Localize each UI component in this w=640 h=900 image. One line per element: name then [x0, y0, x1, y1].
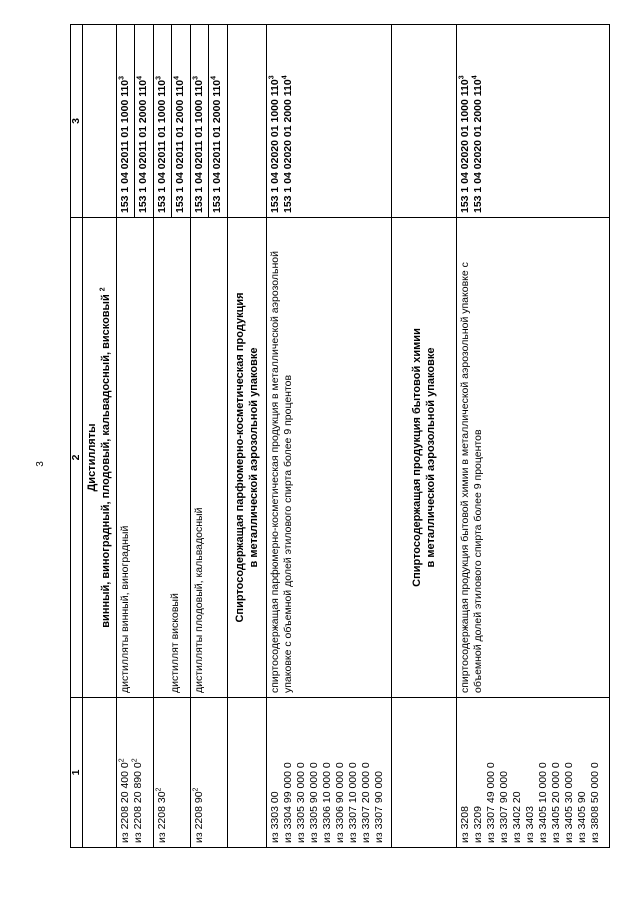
code-cell: из 2208 $90^2$: [191, 698, 228, 848]
description-cell: спиртосодержащая продукция бытовой химии в металлической аэрозольной упаковке с объемной долей этилового спирта более 9 процентов: [457, 218, 610, 698]
description-cell: спиртосодержащая парфюмерно-косметическая продукция в металлической аэрозольной упаковке с объемной долей этилового спирта более 9 процентов: [266, 218, 392, 698]
section-title: Дистилляты: [86, 423, 98, 492]
section-empty-cell: [392, 25, 457, 218]
value-cell: 153 1 04 02020 01 1000 $110^3$ 153 1 04 02020 01 2000 $110^4$: [457, 25, 610, 218]
section-heading-household: Спиртосодержащая продукция бытовой химии в металлической аэрозольной упаковке: [392, 218, 457, 698]
table-row: [154, 25, 191, 848]
section-empty-cell: [228, 698, 266, 848]
table-row: [117, 25, 154, 848]
section-heading-distillates: [83, 218, 117, 698]
section-empty-cell: [83, 25, 117, 218]
code-cell: из 3303 00 из 3304 99 000 0 из 3305 30 000 0 из 3305 90 000 0 из 3306 10 000 0 из 3306 90 000 0 из 3307 10 000 0 из 3307 20 000 0 из 3307 90 000: [266, 698, 392, 848]
name-cell: дистилляты плодовый, кальвадосный: [191, 218, 228, 698]
rotated-table-wrapper: [70, 25, 610, 848]
table-row: [266, 25, 392, 848]
name-cell: дистилляты винный, виноградный: [117, 218, 154, 698]
section-row-perfume: [228, 25, 266, 848]
header-row: [71, 25, 83, 848]
code-cell: из 2208 $30^2$: [154, 698, 191, 848]
table-row: [191, 25, 228, 848]
value-cell: 153 1 04 02020 01 1000 $110^3$ 153 1 04 02020 01 2000 $110^4$: [266, 25, 392, 218]
value-cell: 153 1 04 02011 01 1000 $110^3$ 153 1 04 02011 01 2000 $110^4$: [117, 25, 154, 218]
value-cell: 153 1 04 02011 01 1000 $110^3$ 153 1 04 02011 01 2000 $110^4$: [191, 25, 228, 218]
section-empty-cell: [392, 698, 457, 848]
value-cell: 153 1 04 02011 01 1000 $110^3$ 153 1 04 02011 01 2000 $110^4$: [154, 25, 191, 218]
section-heading-perfume: Спиртосодержащая парфюмерно-косметическая продукция в металлической аэрозольной упаковке: [228, 218, 266, 698]
customs-codes-table: [70, 24, 610, 848]
table-row: [457, 25, 610, 848]
name-cell: дистиллят висковый: [154, 218, 191, 698]
page-number: 3: [35, 461, 46, 467]
section-subtitle: винный, виноградный, плодовый, кальвадосный, висковый $^2$: [99, 287, 112, 628]
section-row-household: [392, 25, 457, 848]
section-row-distillates: [83, 25, 117, 848]
section-empty-cell: [83, 698, 117, 848]
code-cell: из 2208 20 400 $0^2$ из 2208 20 890 $0^2$: [117, 698, 154, 848]
section-empty-cell: [228, 25, 266, 218]
column-header-2: 2: [71, 218, 83, 698]
column-header-3: 3: [71, 25, 83, 218]
code-cell: из 3208 из 3209 из 3307 49 000 0 из 3307 90 000 из 3402 20 из 3403 из 3405 10 000 0 из 3405 20 000 0 из 3405 30 000 0 из 3405 90 из 3808 50 000 0: [457, 698, 610, 848]
column-header-1: 1: [71, 698, 83, 848]
